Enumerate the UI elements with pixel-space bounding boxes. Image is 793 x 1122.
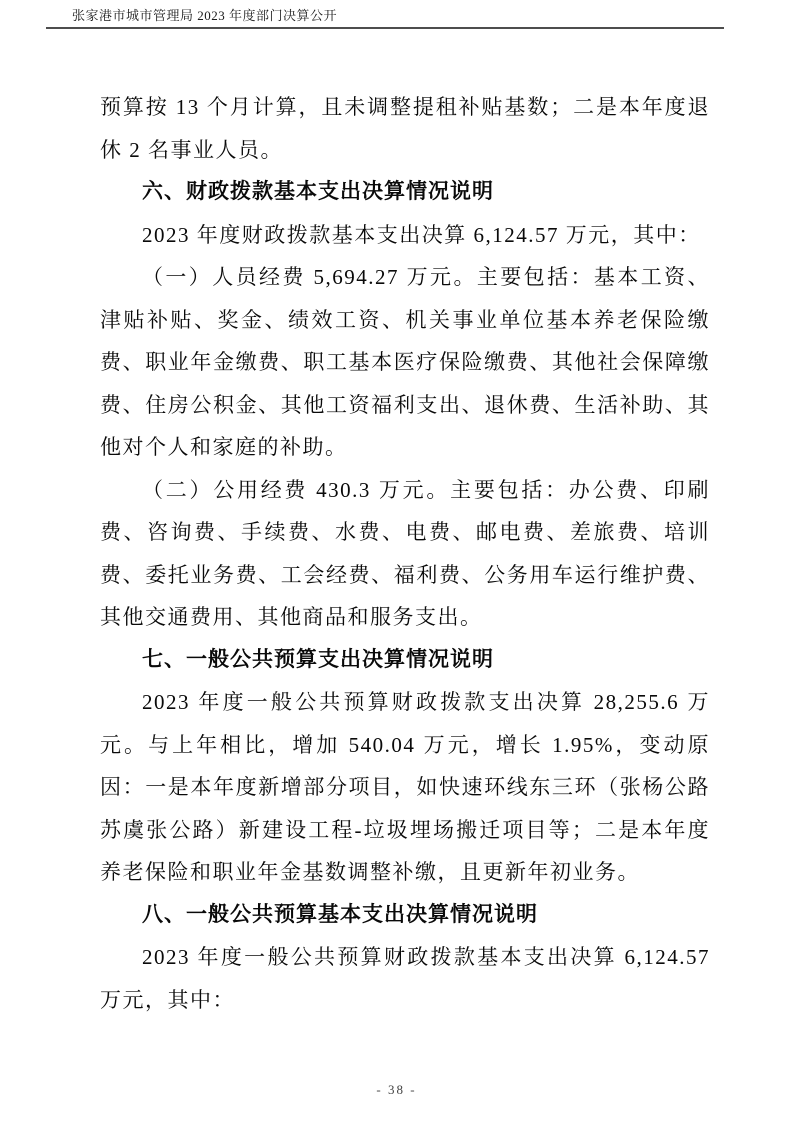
paragraph-fiscal-basic-expenditure-total: 2023 年度财政拨款基本支出决算 6,124.57 万元，其中： [142, 222, 701, 247]
header-divider [46, 27, 724, 29]
document-body [100, 86, 710, 1021]
page-footer [0, 1082, 793, 1098]
page-header [0, 0, 793, 30]
paragraph-public-expenses: （二）公用经费 430.3 万元。主要包括：办公费、印刷费、咨询费、手续费、水费、电费、邮电费、差旅费、培训费、委托业务费、工会经费、福利费、公务用车运行维护费、其他交通费用、其他商品和服务支出。 [100, 477, 710, 629]
section-heading-eight-general-budget-basic-expenditure: 八、一般公共预算基本支出决算情况说明 [142, 902, 538, 926]
section-heading-seven-general-budget-expenditure: 七、一般公共预算支出决算情况说明 [142, 647, 494, 671]
paragraph-general-budget-expenditure-detail: 2023 年度一般公共预算财政拨款支出决算 28,255.6 万元。与上年相比，增加 540.04 万元，增长 1.95%，变动原因：一是本年度新增部分项目，如快速环线东三环（张杨公路苏虞张公路）新建设工程-垃圾埋场搬迁项目等；二是本年度养老保险和职业年金基数调整补缴，且更新年初业务。 [100, 690, 710, 884]
header-title: 张家港市城市管理局 2023 年度部门决算公开 [72, 8, 338, 23]
paragraph-retirement-continuation: 预算按 13 个月计算，且未调整提租补贴基数；二是本年度退休 2 名事业人员。 [100, 95, 710, 162]
page-number: - 38 - [376, 1082, 417, 1097]
paragraph-general-budget-basic-expenditure-total: 2023 年度一般公共预算财政拨款基本支出决算 6,124.57 万元，其中： [100, 945, 710, 1012]
section-heading-six-fiscal-basic-expenditure: 六、财政拨款基本支出决算情况说明 [142, 180, 494, 203]
paragraph-personnel-expenses: （一）人员经费 5,694.27 万元。主要包括：基本工资、津贴补贴、奖金、绩效工资、机关事业单位基本养老保险缴费、职业年金缴费、职工基本医疗保险缴费、其他社会保障缴费、住房公积金、其他工资福利支出、退休费、生活补助、其他对个人和家庭的补助。 [100, 265, 710, 459]
